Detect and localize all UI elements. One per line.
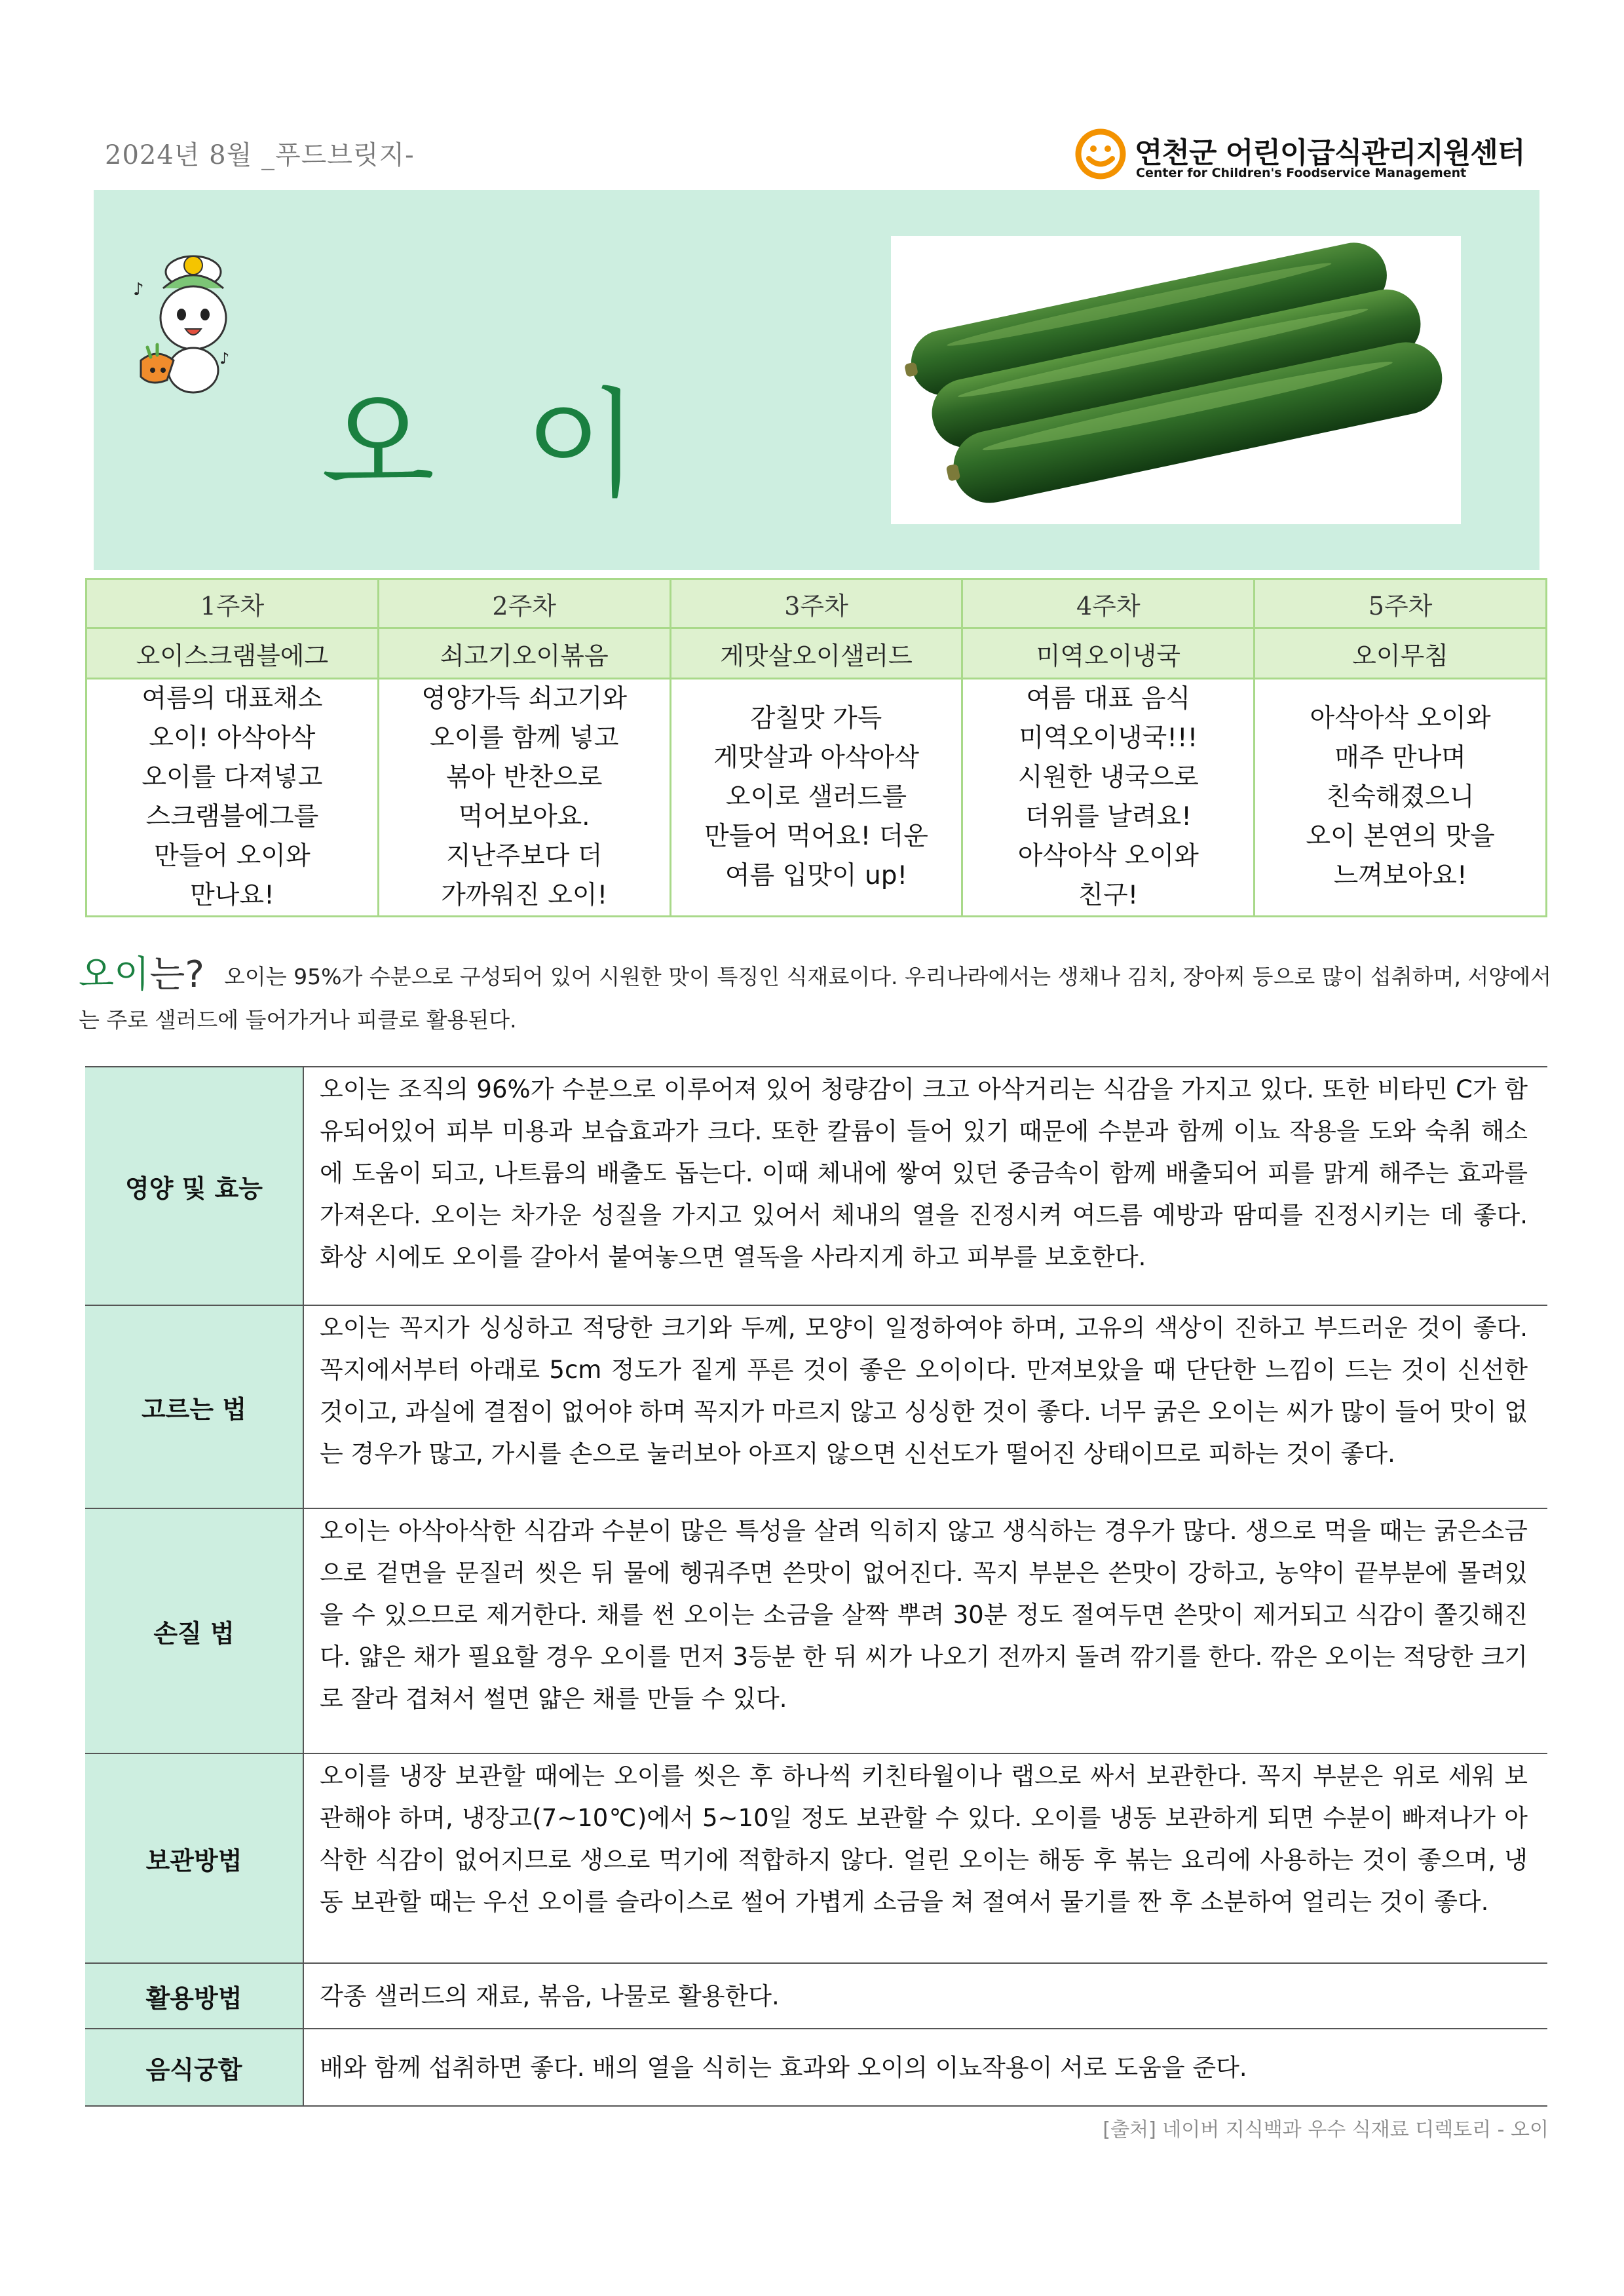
- week-2-menu: 쇠고기오이볶음: [378, 628, 670, 679]
- info-text-pairing: 배와 함께 섭취하면 좋다. 배의 열을 식히는 효과와 오이의 이뇨작용이 서로 도움을 준다.: [303, 2029, 1547, 2106]
- week-4-menu: 미역오이냉국: [962, 628, 1255, 679]
- org-name: 연천군 어린이급식관리지원센터: [1135, 136, 1525, 170]
- info-label-nutrition: 영양 및 효능: [85, 1067, 303, 1305]
- week-5-header: 5주차: [1255, 579, 1547, 628]
- intro-text: 오이는 95%가 수분으로 구성되어 있어 시원한 맛이 특징인 식재료이다. 우리나라에서는 생채나 김치, 장아찌 등으로 많이 섭취하며, 서양에서는 주로 샐러드에 들어가거나 피클로 활용된다.: [79, 964, 1551, 1033]
- week-5-description: 아삭아삭 오이와 매주 만나며 친숙해졌으니 오이 본연의 맛을 느껴보아요!: [1255, 679, 1547, 917]
- week-3-description: 감칠맛 가득 게맛살과 아삭아삭 오이로 샐러드를 만들어 먹어요! 더운 여름 입맛이 up!: [670, 679, 962, 917]
- svg-text:♪: ♪: [219, 349, 230, 368]
- org-name-en: Center for Children's Foodservice Management: [1136, 166, 1467, 180]
- info-label-preparation: 손질 법: [85, 1508, 303, 1753]
- info-label-usage: 활용방법: [85, 1963, 303, 2029]
- week-2-description: 영양가득 쇠고기와 오이를 함께 넣고 볶아 반찬으로 먹어보아요. 지난주보다 더 가까워진 오이!: [378, 679, 670, 917]
- week-1-header: 1주차: [86, 579, 379, 628]
- info-text-nutrition: 오이는 조직의 96%가 수분으로 이루어져 있어 청량감이 크고 아삭거리는 식감을 가지고 있다. 또한 비타민 C가 함유되어있어 피부 미용과 보습효과가 크다. 또한 칼륨이 들어 있기 때문에 수분과 함께 이뇨 작용을 도와 숙취 해소에 도움이 되고, 나트륨의 배출도 돕는다. 이때 체내에 쌓여 있던 중금속이 함께 배출되어 피를 맑게 해주는 효과를 가져온다. 오이는 차가운 성질을 가지고 있어서 체내의 열을 진정시켜 여드름 예방과 땀띠를 진정시키는 데 좋다. 화상 시에도 오이를 갈아서 붙여놓으면 열독을 사라지게 하고 피부를 보호한다.: [303, 1067, 1547, 1305]
- org-logo: [1074, 128, 1533, 187]
- page-title: 오 이: [321, 377, 665, 514]
- intro-lead: 오이: [79, 953, 150, 996]
- week-5-menu: 오이무침: [1255, 628, 1547, 679]
- info-text-storage: 오이를 냉장 보관할 때에는 오이를 씻은 후 하나씩 키친타월이나 랩으로 싸서 보관한다. 꼭지 부분은 위로 세워 보관해야 하며, 냉장고(7~10℃)에서 5~10일 정도 보관할 수 있다. 오이를 냉동 보관하게 되면 수분이 빠져나가 아삭한 식감이 없어지므로 생으로 먹기에 적합하지 않다. 얼린 오이는 해동 후 볶는 요리에 사용하는 것이 좋으며, 냉동 보관할 때는 우선 오이를 슬라이스로 썰어 가볍게 소금을 쳐 절여서 물기를 짠 후 소분하여 얼리는 것이 좋다.: [303, 1753, 1547, 1963]
- cucumber-photo-icon: [891, 236, 1461, 524]
- mascot-character-icon: [121, 249, 252, 400]
- svg-text:♪: ♪: [133, 280, 144, 299]
- weekly-menu-table: [85, 578, 1547, 917]
- week-4-description: 여름 대표 음식 미역오이냉국!!! 시원한 냉국으로 더위를 날려요! 아삭아삭 오이와 친구!: [962, 679, 1255, 917]
- info-label-pairing: 음식궁합: [85, 2029, 303, 2106]
- cucumber-photo: [891, 236, 1461, 524]
- week-3-header: 3주차: [670, 579, 962, 628]
- week-1-menu: 오이스크램블에그: [86, 628, 379, 679]
- week-1-description: 여름의 대표채소 오이! 아삭아삭 오이를 다져넣고 스크램블에그를 만들어 오이와 만나요!: [86, 679, 379, 917]
- info-text-choosing: 오이는 꼭지가 싱싱하고 적당한 크기와 두께, 모양이 일정하여야 하며, 고유의 색상이 진하고 부드러운 것이 좋다. 꼭지에서부터 아래로 5cm 정도가 짙게 푸른 것이 좋은 오이이다. 만져보았을 때 단단한 느낌이 드는 것이 신선한 것이고, 과실에 결점이 없어야 하며 꼭지가 마르지 않고 싱싱한 것이 좋다. 너무 굵은 오이는 씨가 많이 들어 맛이 없는 경우가 많고, 가시를 손으로 눌러보아 아프지 않으면 신선도가 떨어진 상태이므로 피하는 것이 좋다.: [303, 1305, 1547, 1508]
- week-4-header: 4주차: [962, 579, 1255, 628]
- week-3-menu: 게맛살오이샐러드: [670, 628, 962, 679]
- info-text-preparation: 오이는 아삭아삭한 식감과 수분이 많은 특성을 살려 익히지 않고 생식하는 경우가 많다. 생으로 먹을 때는 굵은소금으로 겉면을 문질러 씻은 뒤 물에 헹궈주면 쓴맛이 없어진다. 꼭지 부분은 쓴맛이 강하고, 농약이 끝부분에 몰려있을 수 있으므로 제거한다. 채를 썬 오이는 소금을 살짝 뿌려 30분 정도 절여두면 쓴맛이 제거되고 식감이 쫄깃해진다. 얇은 채가 필요할 경우 오이를 먼저 3등분 한 뒤 씨가 나오기 전까지 돌려 깎기를 한다. 깎은 오이는 적당한 크기로 잘라 겹쳐서 썰면 얇은 채를 만들 수 있다.: [303, 1508, 1547, 1753]
- info-label-storage: 보관방법: [85, 1753, 303, 1963]
- intro-lead-suffix: 는?: [149, 953, 205, 996]
- week-2-header: 2주차: [378, 579, 670, 628]
- source-citation: [출처] 네이버 지식백과 우수 식재료 디렉토리 - 오이: [1103, 2118, 1549, 2141]
- smile-logo-icon: [1074, 128, 1127, 180]
- newsletter-date: 2024년 8월 _푸드브릿지-: [105, 140, 415, 170]
- info-text-usage: 각종 샐러드의 재료, 볶음, 나물로 활용한다.: [303, 1963, 1547, 2029]
- info-label-choosing: 고르는 법: [85, 1305, 303, 1508]
- intro-paragraph: [79, 953, 1553, 1042]
- info-table: [85, 1066, 1547, 2107]
